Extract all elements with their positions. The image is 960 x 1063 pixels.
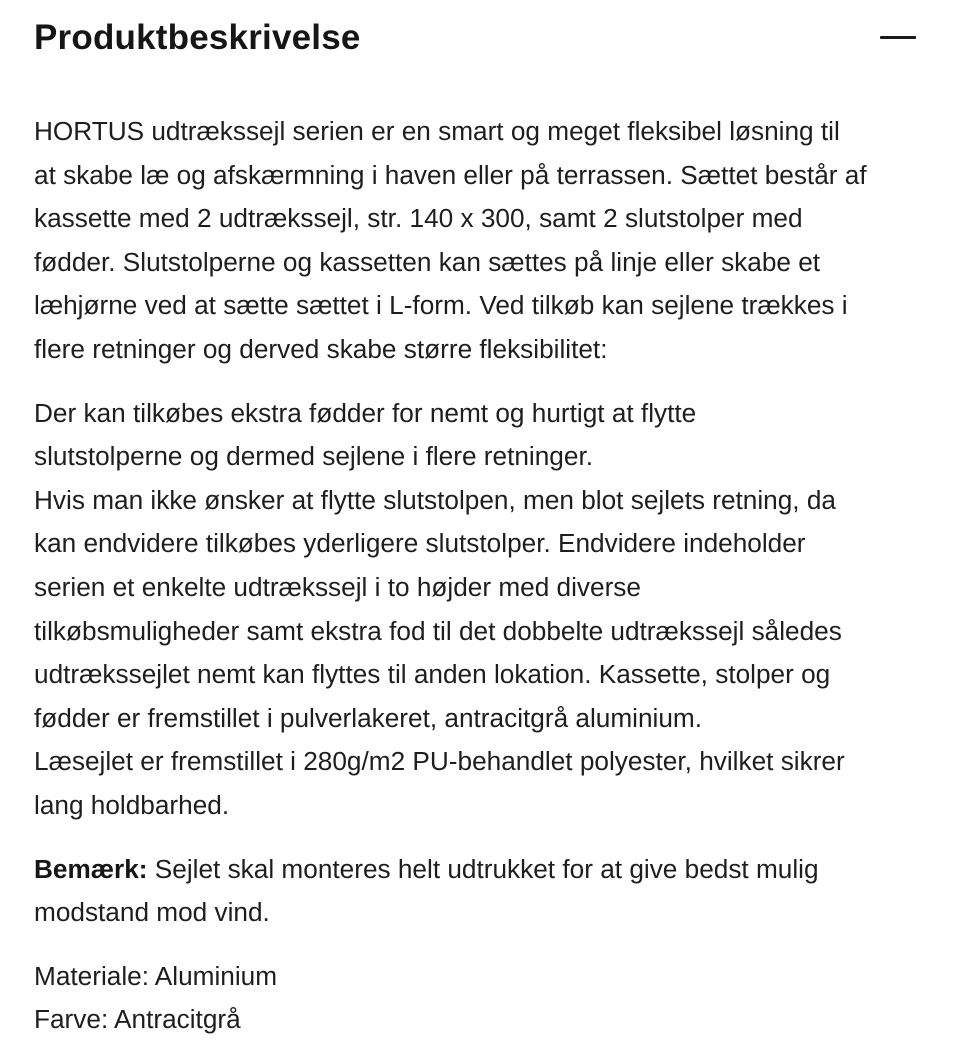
section-title: Produktbeskrivelse — [34, 18, 361, 57]
text-line: serien et enkelte udtrækssejl i to højder med diverse — [34, 571, 641, 602]
text-line: fødder. Slutstolperne og kassetten kan sættes på linje eller skabe et — [34, 246, 821, 277]
collapse-toggle-button[interactable] — [878, 22, 918, 54]
text-line: Hvis man ikke ønsker at flytte slutstolpen, men blot sejlets retning, da — [34, 484, 836, 515]
note-text: Sejlet skal monteres helt udtrukket for at give bedst mulig — [147, 853, 819, 884]
description-body — [34, 110, 934, 1042]
text-line: flere retninger og derved skabe større fleksibilitet: — [34, 333, 608, 364]
text-line: Der kan tilkøbes ekstra fødder for nemt og hurtigt at flytte — [34, 397, 697, 428]
description-paragraph-intro — [34, 110, 934, 372]
text-line: slutstolperne og dermed sejlene i flere retninger. — [34, 441, 593, 472]
specs-paragraph — [34, 955, 934, 1042]
description-paragraph-details — [34, 392, 934, 828]
text-line: udtrækssejlet nemt kan flyttes til anden lokation. Kassette, stolper og — [34, 659, 831, 690]
note-paragraph — [34, 848, 934, 935]
text-line: læhjørne ved at sætte sættet i L-form. Ved tilkøb kan sejlene trækkes i — [34, 290, 848, 321]
text-line: at skabe læ og afskærmning i haven eller på terrassen. Sættet består af — [34, 159, 867, 190]
text-line: kan endvidere tilkøbes yderligere slutstolper. Endvidere indeholder — [34, 528, 806, 559]
text-line: lang holdbarhed. — [34, 789, 230, 820]
section-header[interactable] — [34, 0, 926, 80]
text-line: HORTUS udtrækssejl serien er en smart og meget fleksibel løsning til — [34, 116, 840, 146]
color-spec: Farve: Antracitgrå — [34, 1004, 241, 1035]
note-label: Bemærk: — [34, 853, 148, 884]
minus-icon — [880, 36, 916, 39]
material-spec: Materiale: Aluminium — [34, 960, 278, 991]
text-line: Læsejlet er fremstillet i 280g/m2 PU-behandlet polyester, hvilket sikrer — [34, 746, 845, 777]
text-line: fødder er fremstillet i pulverlakeret, antracitgrå aluminium. — [34, 702, 703, 733]
text-line: kassette med 2 udtrækssejl, str. 140 x 300, samt 2 slutstolper med — [34, 203, 803, 234]
note-text: modstand mod vind. — [34, 897, 270, 928]
text-line: tilkøbsmuligheder samt ekstra fod til det dobbelte udtrækssejl således — [34, 615, 842, 646]
